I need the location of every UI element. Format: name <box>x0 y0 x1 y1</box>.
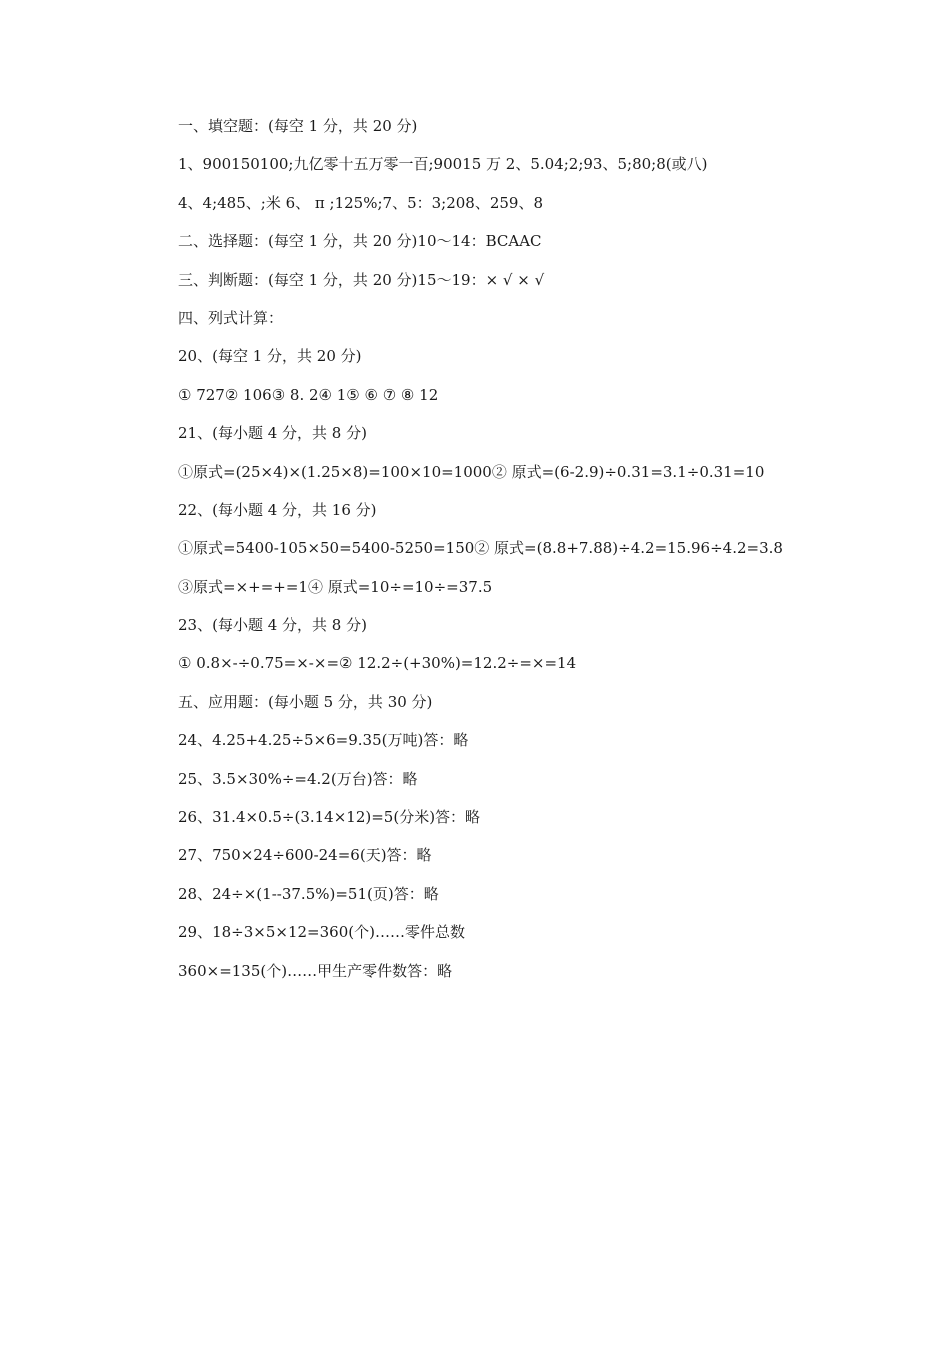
question-28-answer: 28、24÷×(1--37.5%)=51(页)答：略 <box>178 884 439 903</box>
question-23-answers: ① 0.8×-÷0.75=×-×=② 12.2÷(+30%)=12.2÷=×=14 <box>178 654 577 673</box>
section-4-heading: 四、列式计算： <box>178 308 284 327</box>
question-29-answer-a: 29、18÷3×5×12=360(个)……零件总数 <box>178 923 465 942</box>
question-29-answer-b: 360×=135(个)……甲生产零件数答：略 <box>178 961 453 980</box>
question-21-answers: ①原式=(25×4)×(1.25×8)=100×10=1000② 原式=(6-2.9)÷0.31=3.1÷0.31=10 <box>178 462 765 481</box>
question-22-heading: 22、(每小题 4 分，共 16 分) <box>178 500 377 519</box>
question-27-answer: 27、750×24÷600-24=6(天)答：略 <box>178 846 432 865</box>
answer-line-4-8: 4、4;485、;米 6、 π ;125%;7、5：3;208、259、8 <box>178 193 544 212</box>
question-22-answers-a: ①原式=5400-105×50=5400-5250=150② 原式=(8.8+7.88)÷4.2=15.96÷4.2=3.8 <box>178 539 783 558</box>
answer-line-1-3: 1、900150100;九亿零十五万零一百;90015 万 2、5.04;2;93、5;80;8(或八) <box>178 155 708 174</box>
question-24-answer: 24、4.25+4.25÷5×6=9.35(万吨)答：略 <box>178 731 469 750</box>
section-2-heading: 二、选择题：(每空 1 分，共 20 分)10～14：BCAAC <box>178 232 542 251</box>
question-25-answer: 25、3.5×30%÷=4.2(万台)答：略 <box>178 769 418 788</box>
question-21-heading: 21、(每小题 4 分，共 8 分) <box>178 424 367 443</box>
answer-key-content <box>178 113 878 996</box>
question-26-answer: 26、31.4×0.5÷(3.14×12)=5(分米)答：略 <box>178 808 481 827</box>
section-5-heading: 五、应用题：(每小题 5 分，共 30 分) <box>178 692 433 711</box>
question-20-answers: ① 727② 106③ 8. 2④ 1⑤ ⑥ ⑦ ⑧ 12 <box>178 385 439 404</box>
question-22-answers-b: ③原式=×+=+=1④ 原式=10÷=10÷=37.5 <box>178 577 493 596</box>
section-1-heading: 一、填空题：(每空 1 分，共 20 分) <box>178 117 418 135</box>
question-23-heading: 23、(每小题 4 分，共 8 分) <box>178 616 367 635</box>
question-20-heading: 20、(每空 1 分，共 20 分) <box>178 347 362 366</box>
section-3-heading: 三、判断题：(每空 1 分，共 20 分)15～19：× √ × √ <box>178 270 545 289</box>
